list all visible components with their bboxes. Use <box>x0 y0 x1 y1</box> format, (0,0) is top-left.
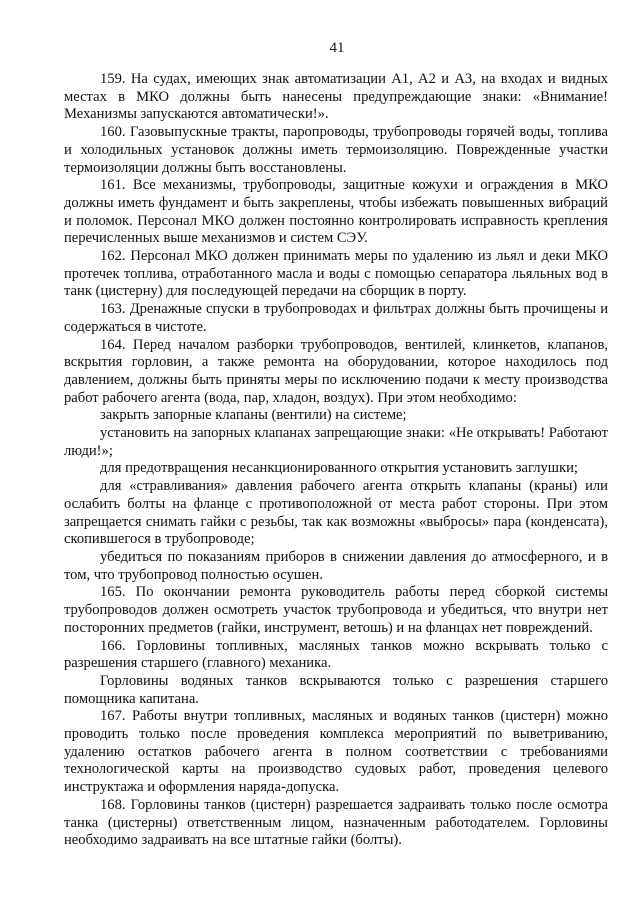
paragraph-159: 159. На судах, имеющих знак автоматизации А1, А2 и А3, на входах и видных местах в МКО должны быть нанесены предупреждающие знаки: «Внимание! Механизмы запускаются автоматически!». <box>64 71 608 123</box>
paragraph-160: 160. Газовыпускные тракты, паропроводы, трубопроводы горячей воды, топлива и холодильных установок должны иметь термоизоляцию. Поврежденные участки термоизоляции должны быть восстановлены. <box>64 124 608 176</box>
list-item-warning-signs: установить на запорных клапанах запрещающие знаки: «Не открывать! Работают люди!»; <box>64 425 608 459</box>
paragraph-166-continued: Горловины водяных танков вскрываются только с разрешения старшего помощника капитана. <box>64 672 608 707</box>
list-item-close-valves: закрыть запорные клапаны (вентили) на системе; <box>100 407 407 424</box>
paragraph-166: 166. Горловины топливных, масляных танков можно вскрывать только с разрешения старшего (главного) механика. <box>64 637 608 672</box>
paragraph-164: 164. Перед началом разборки трубопроводов, вентилей, клинкетов, клапанов, вскрытия горловин, а также ремонта на оборудовании, которое находилось под давлением, должны быть приняты меры по исключению подачи к месту производства работ рабочего агента (вода, пар, хладон, воздух). При этом необходимо: <box>64 336 608 406</box>
document-body <box>64 71 608 850</box>
paragraph-162: 162. Персонал МКО должен принимать меры по удалению из льял и деки МКО протечек топлива, отработанного масла и воды с помощью сепаратора льяльных вод в танк (цистерну) для последующей передачи на сборщик в порту. <box>64 248 608 300</box>
list-item-verify-pressure: убедиться по показаниям приборов в снижении давления до атмосферного, и в том, что трубопровод полностью осушен. <box>64 548 608 583</box>
paragraph-167: 167. Работы внутри топливных, масляных и водяных танков (цистерн) можно проводить только после проведения комплекса мероприятий по выветриванию, удалению остатков рабочего агента в полном соответствии с требованиями технологической карты на производство судовых работ, проведения целевого инструктажа и оформления наряда-допуска. <box>64 708 608 796</box>
list-item-release-pressure: для «стравливания» давления рабочего агента открыть клапаны (краны) или ослабить болты на фланце с противоположной от места работ стороны. При этом запрещается снимать гайки с резьбы, так как возможны «выбросы» пара (конденсата), скопившегося в трубопроводе; <box>64 478 608 548</box>
page-number: 41 <box>329 40 345 56</box>
paragraph-163: 163. Дренажные спуски в трубопроводах и фильтрах должны быть прочищены и содержаться в чистоте. <box>64 301 608 335</box>
paragraph-165: 165. По окончании ремонта руководитель работы перед сборкой системы трубопроводов должен осмотреть участок трубопровода и убедиться, что внутри нет посторонних предметов (гайки, инструмент, ветошь) и на фланцах нет повреждений. <box>64 584 608 636</box>
paragraph-161: 161. Все механизмы, трубопроводы, защитные кожухи и ограждения в МКО должны иметь фундамент и быть закреплены, чтобы избежать повышенных вибраций и поломок. Персонал МКО должен постоянно контролировать исправность крепления перечисленных выше механизмов и систем СЭУ. <box>64 177 608 247</box>
paragraph-168: 168. Горловины танков (цистерн) разрешается задраивать только после осмотра танка (цистерны) ответственным лицом, назначенным работодателем. Горловины необходимо задраивать на все штатные гайки (болты). <box>64 796 608 849</box>
list-item-install-plugs: для предотвращения несанкционированного открытия установить заглушки; <box>100 460 578 477</box>
